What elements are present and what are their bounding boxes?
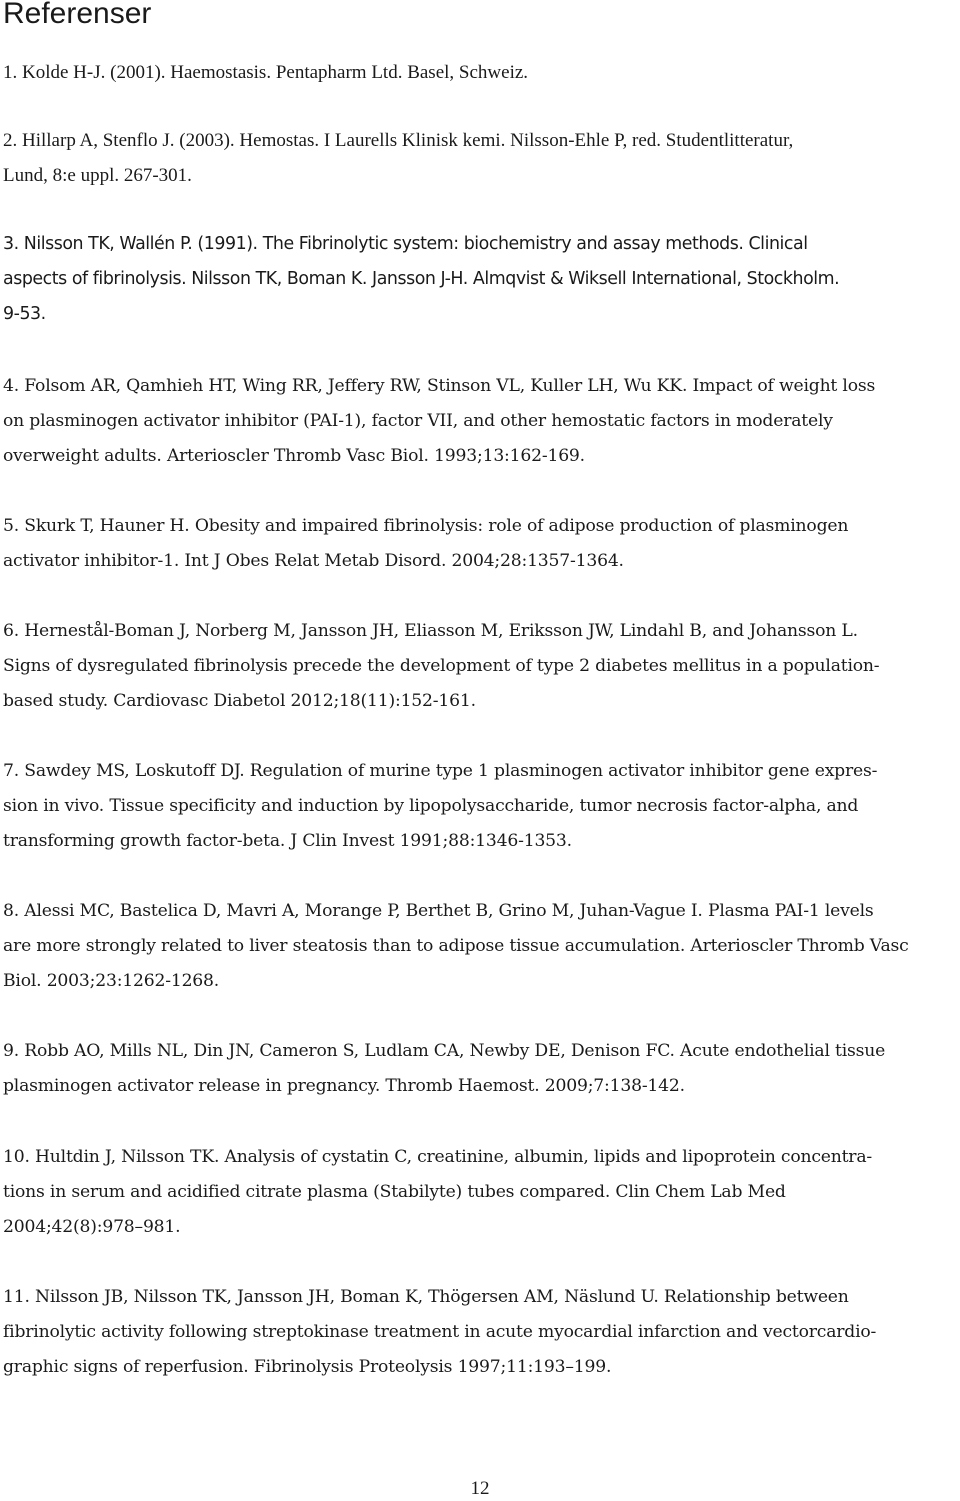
reference-line: plasminogen activator release in pregnancy. Thromb Haemost. 2009;7:138-142. (3, 1076, 685, 1096)
reference-item-8 (3, 894, 959, 999)
reference-item-7 (3, 754, 959, 859)
reference-line: tions in serum and acidified citrate plasma (Stabilyte) tubes compared. Clin Chem Lab Med (3, 1182, 786, 1202)
reference-line: transforming growth factor-beta. J Clin Invest 1991;88:1346-1353. (3, 831, 572, 851)
reference-line: 9. Robb AO, Mills NL, Din JN, Cameron S, Ludlam CA, Newby DE, Denison FC. Acute endothelial tissue (3, 1041, 886, 1061)
reference-item-2 (3, 123, 959, 193)
reference-item-1 (3, 55, 959, 90)
reference-line: based study. Cardiovasc Diabetol 2012;18(11):152-161. (3, 691, 476, 711)
reference-item-6 (3, 614, 959, 719)
reference-line: 6. Hernestål-Boman J, Norberg M, Jansson JH, Eliasson M, Eriksson JW, Lindahl B, and Johansson L. (3, 621, 858, 641)
reference-line: 11. Nilsson JB, Nilsson TK, Jansson JH, Boman K, Thögersen AM, Näslund U. Relationship between (3, 1287, 849, 1307)
reference-line: 2004;42(8):978–981. (3, 1217, 181, 1237)
page-title: Referenser (3, 0, 152, 30)
page-number: 12 (470, 1478, 490, 1499)
reference-item-11 (3, 1280, 959, 1385)
reference-line: Lund, 8:e uppl. 267-301. (3, 165, 192, 186)
reference-line: sion in vivo. Tissue specificity and induction by lipopolysaccharide, tumor necrosis factor-alpha, and (3, 796, 859, 816)
reference-line: activator inhibitor-1. Int J Obes Relat Metab Disord. 2004;28:1357-1364. (3, 551, 624, 571)
reference-item-5 (3, 509, 959, 579)
reference-line: fibrinolytic activity following streptokinase treatment in acute myocardial infarction and vectorcardio- (3, 1322, 877, 1342)
reference-line: overweight adults. Arterioscler Thromb Vasc Biol. 1993;13:162-169. (3, 446, 585, 466)
reference-line: 3. Nilsson TK, Wallén P. (1991). The Fibrinolytic system: biochemistry and assay methods. Clinical (3, 234, 808, 254)
reference-line: 8. Alessi MC, Bastelica D, Mavri A, Morange P, Berthet B, Grino M, Juhan-Vague I. Plasma PAI-1 levels (3, 901, 874, 921)
reference-line: graphic signs of reperfusion. Fibrinolysis Proteolysis 1997;11:193–199. (3, 1357, 612, 1377)
reference-line: on plasminogen activator inhibitor (PAI-1), factor VII, and other hemostatic factors in moderately (3, 411, 833, 431)
reference-line: 10. Hultdin J, Nilsson TK. Analysis of cystatin C, creatinine, albumin, lipids and lipoprotein concentra- (3, 1147, 872, 1167)
reference-item-3 (3, 227, 959, 332)
reference-line: 1. Kolde H-J. (2001). Haemostasis. Pentapharm Ltd. Basel, Schweiz. (3, 62, 529, 83)
reference-line: are more strongly related to liver steatosis than to adipose tissue accumulation. Arterioscler Thromb Vasc (3, 936, 909, 956)
reference-line: Biol. 2003;23:1262-1268. (3, 971, 220, 991)
reference-item-10 (3, 1140, 959, 1245)
reference-line: 9-53. (3, 304, 46, 324)
reference-line: aspects of fibrinolysis. Nilsson TK, Boman K. Jansson J-H. Almqvist & Wiksell International, Stockholm. (3, 269, 840, 289)
reference-line: 5. Skurk T, Hauner H. Obesity and impaired fibrinolysis: role of adipose production of plasminogen (3, 516, 849, 536)
reference-line: 7. Sawdey MS, Loskutoff DJ. Regulation of murine type 1 plasminogen activator inhibitor gene expres- (3, 761, 878, 781)
reference-line: 2. Hillarp A, Stenflo J. (2003). Hemostas. I Laurells Klinisk kemi. Nilsson-Ehle P, red. Studentlitteratur, (3, 130, 794, 151)
reference-line: Signs of dysregulated fibrinolysis precede the development of type 2 diabetes mellitus in a population- (3, 656, 880, 676)
reference-item-4 (3, 369, 959, 474)
reference-item-9 (3, 1034, 959, 1104)
reference-line: 4. Folsom AR, Qamhieh HT, Wing RR, Jeffery RW, Stinson VL, Kuller LH, Wu KK. Impact of weight loss (3, 376, 876, 396)
